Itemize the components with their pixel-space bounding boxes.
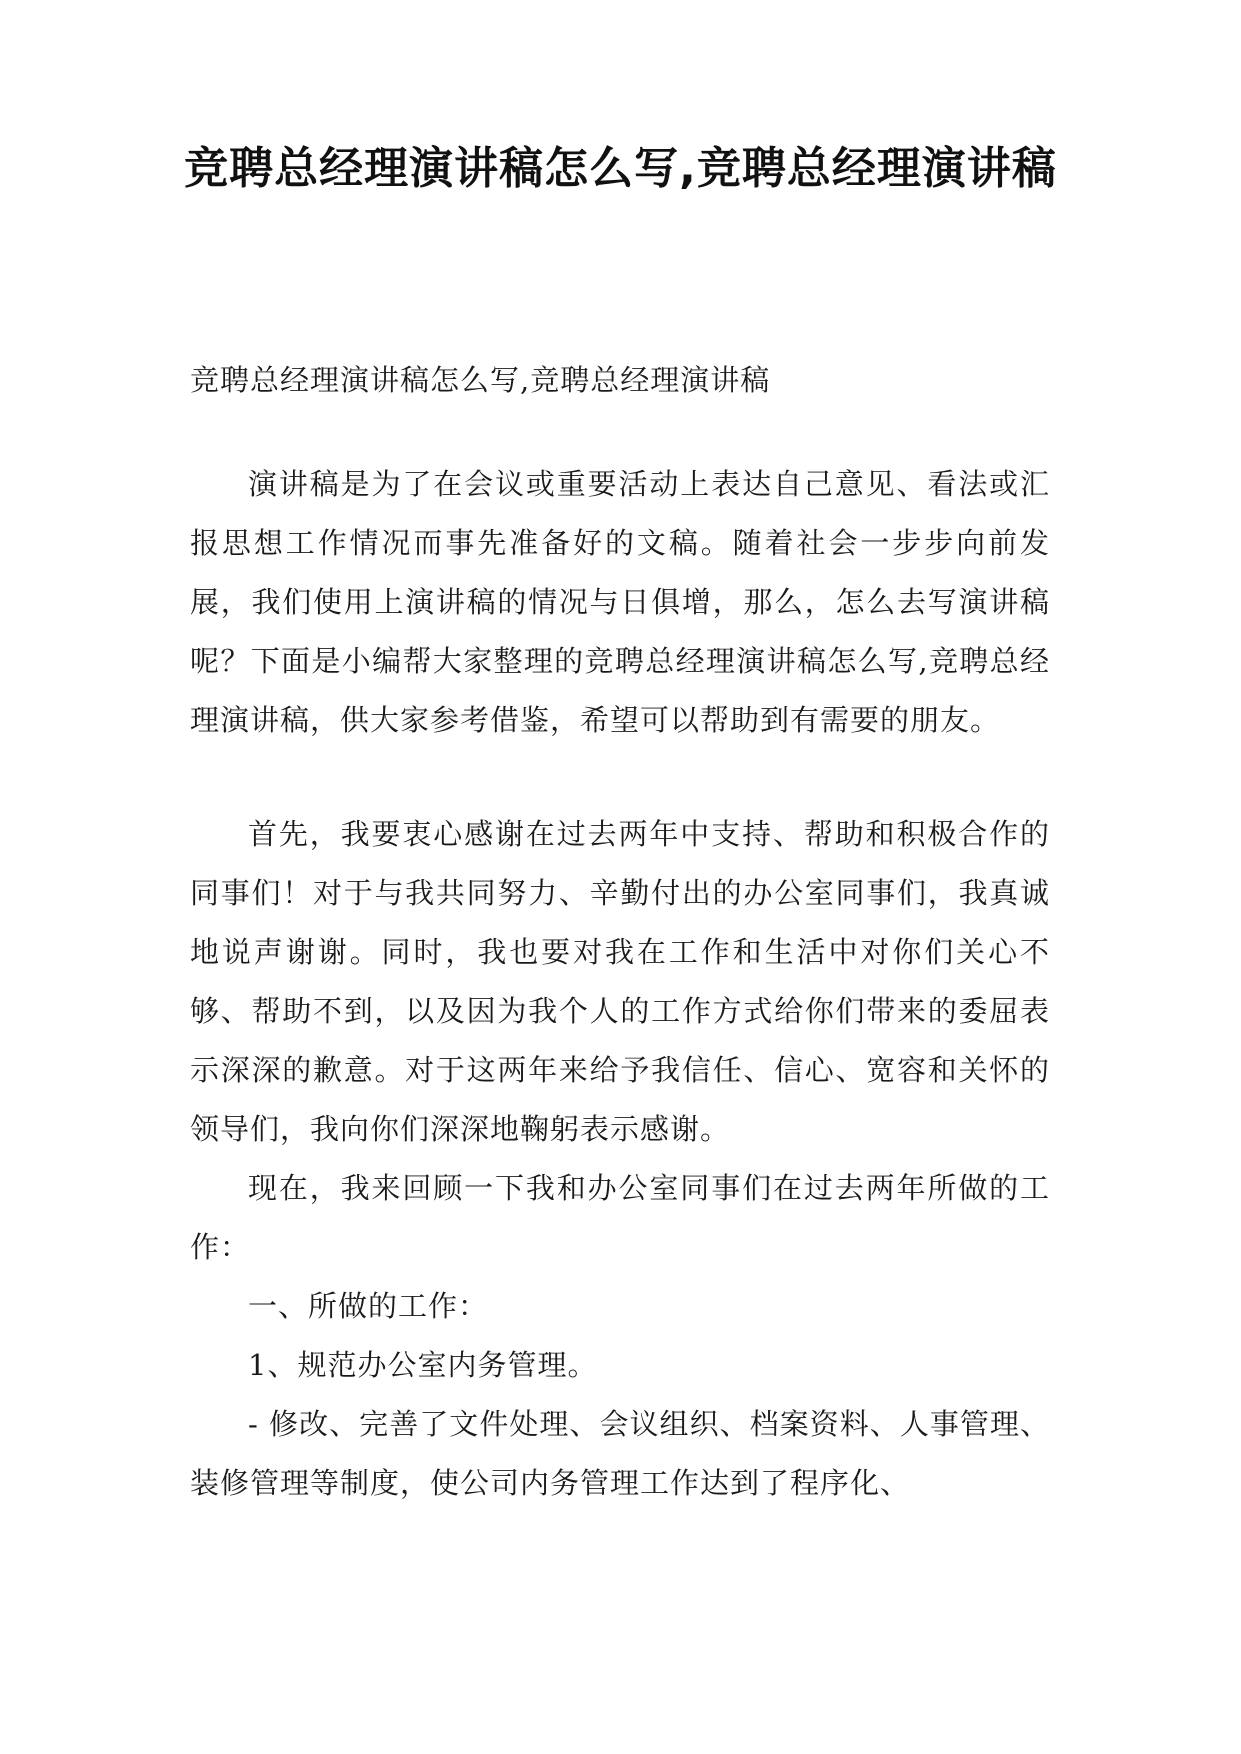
body-paragraph: 现在，我来回顾一下我和办公室同事们在过去两年所做的工作： xyxy=(190,1171,1050,1264)
intro-paragraph: 演讲稿是为了在会议或重要活动上表达自己意见、看法或汇报思想工作情况而事先准备好的文稿。随着社会一步步向前发展，我们使用上演讲稿的情况与日俱增，那么，怎么去写演讲稿呢？下面是小编帮大家整理的竞聘总经理演讲稿怎么写,竞聘总经理演讲稿，供大家参考借鉴，希望可以帮助到有需要的朋友。 xyxy=(190,467,1050,737)
document-subtitle: 竞聘总经理演讲稿怎么写,竞聘总经理演讲稿 xyxy=(190,363,771,397)
document-title: 竞聘总经理演讲稿怎么写,竞聘总经理演讲稿 xyxy=(184,143,1057,194)
list-item: 1、规范办公室内务管理。 xyxy=(248,1348,598,1382)
list-item: - 修改、完善了文件处理、会议组织、档案资料、人事管理、装修管理等制度，使公司内务管理工作达到了程序化、 xyxy=(190,1407,1050,1500)
section-heading: 一、所做的工作： xyxy=(248,1289,489,1323)
body-paragraph: 首先，我要衷心感谢在过去两年中支持、帮助和积极合作的同事们！对于与我共同努力、辛勤付出的办公室同事们，我真诚地说声谢谢。同时，我也要对我在工作和生活中对你们关心不够、帮助不到，以及因为我个人的工作方式给你们带来的委屈表示深深的歉意。对于这两年来给予我信任、信心、宽容和关怀的领导们，我向你们深深地鞠躬表示感谢。 xyxy=(190,817,1050,1146)
document-body xyxy=(190,360,1050,1513)
